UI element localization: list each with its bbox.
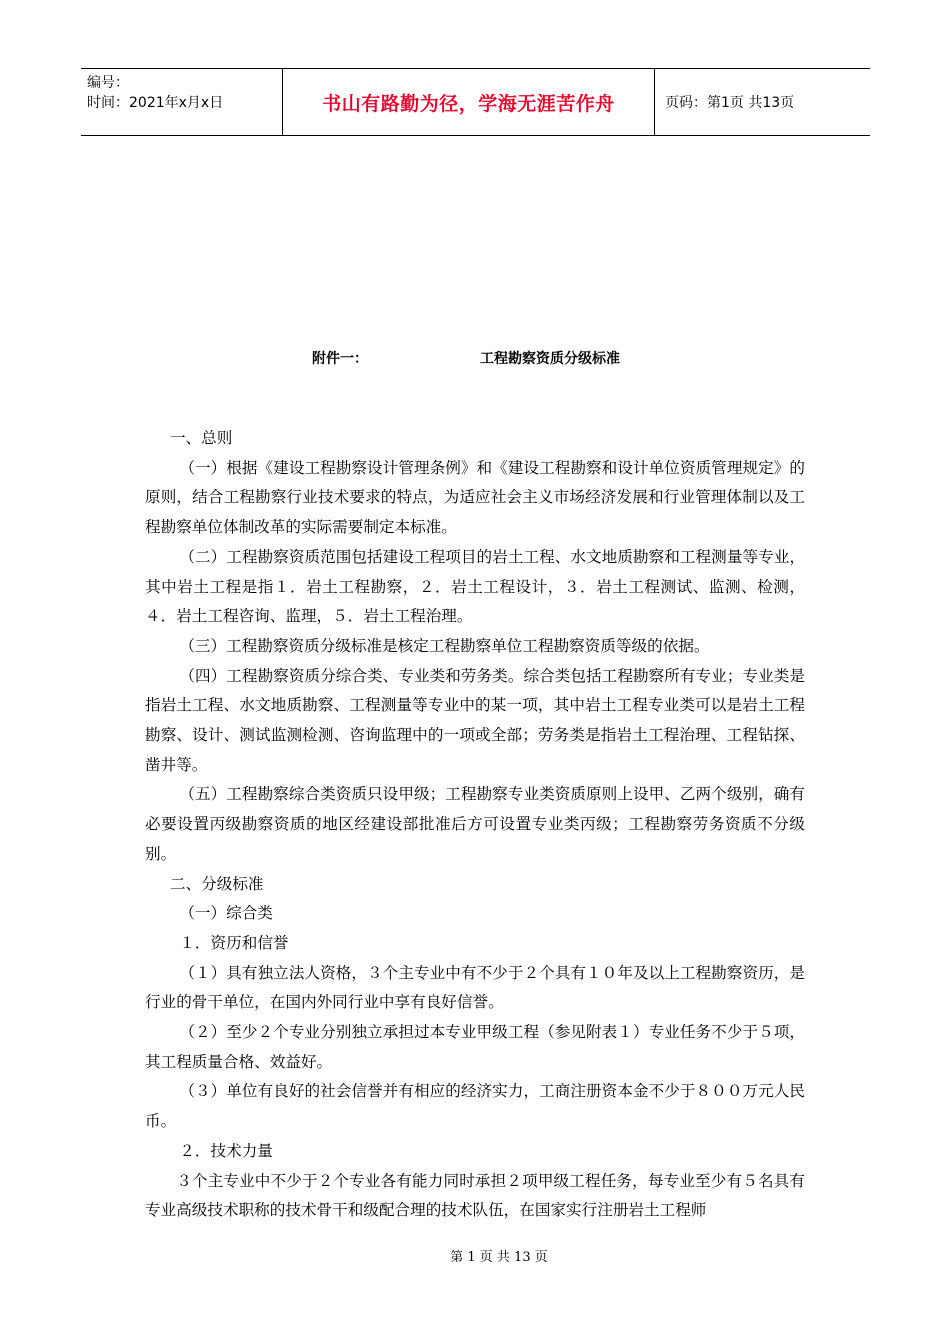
paragraph: （三）工程勘察资质分级标准是核定工程勘察单位工程勘察资质等级的依据。 xyxy=(179,636,710,655)
paragraph: （一）根据《建设工程勘察设计管理条例》和《建设工程勘察和设计单位资质管理规定》的原则，结合工程勘察行业技术要求的特点，为适应社会主义市场经济发展和行业管理体制以及工程勘察单位体制改革的实际需要制定本标准。 xyxy=(145,458,805,537)
paragraph: （五）工程勘察综合类资质只设甲级；工程勘察专业类资质原则上设甲、乙两个级别，确有必要设置丙级勘察资质的地区经建设部批准后方可设置专业类丙级；工程勘察劳务资质不分级别。 xyxy=(145,785,805,863)
paragraph: （１）具有独立法人资格，３个主专业中有不少于２个具有１０年及以上工程勘察资历，是行业的骨干单位，在国内外同行业中享有良好信誉。 xyxy=(145,963,805,1012)
header-motto: 书山有路勤为径，学海无涯苦作舟 xyxy=(282,69,655,135)
attachment-label: 附件一： xyxy=(312,351,368,367)
section-heading: 二、分级标准 xyxy=(169,874,264,893)
document-date-label: 时间：2021年x月x日 xyxy=(87,95,224,111)
page-title: 工程勘察资质分级标准 xyxy=(480,351,620,367)
subsection-heading: １．资历和信誉 xyxy=(179,933,289,952)
document-body xyxy=(145,424,805,1226)
header-page-info: 页码：第1页 共13页 xyxy=(665,95,795,111)
paragraph: （３）单位有良好的社会信誉并有相应的经济实力，工商注册资本金不少于８００万元人民币。 xyxy=(145,1082,805,1131)
document-number-label: 编号： xyxy=(87,75,129,91)
subsection-heading: ２．技术力量 xyxy=(179,1141,273,1160)
section-heading: 一、总则 xyxy=(169,429,233,447)
page-footer: 第 1 页 共 13 页 xyxy=(450,1250,548,1265)
paragraph: （二）工程勘察资质范围包括建设工程项目的岩土工程、水文地质勘察和工程测量等专业，其中岩土工程是指１．岩土工程勘察，２．岩土工程设计，３．岩土工程测试、监测、检测，４．岩土工程咨询、监理，５．岩土工程治理。 xyxy=(145,547,805,626)
subsection-heading: （一）综合类 xyxy=(179,904,273,923)
paragraph: ３个主专业中不少于２个专业各有能力同时承担２项甲级工程任务，每专业至少有５名具有专业高级技术职称的技术骨干和级配合理的技术队伍，在国家实行注册岩土工程师 xyxy=(145,1171,805,1220)
header-meta-cell xyxy=(81,69,282,135)
paragraph: （四）工程勘察资质分综合类、专业类和劳务类。综合类包括工程勘察所有专业；专业类是指岩土工程、水文地质勘察、工程测量等专业中的某一项，其中岩土工程专业类可以是岩土工程勘察、设计、测试监测检测、咨询监理中的一项或全部；劳务类是指岩土工程治理、工程钻探、凿井等。 xyxy=(145,666,805,774)
header-table xyxy=(81,68,870,136)
paragraph: （２）至少２个专业分别独立承担过本专业甲级工程（参见附表１）专业任务不少于５项，其工程质量合格、效益好。 xyxy=(145,1023,805,1071)
